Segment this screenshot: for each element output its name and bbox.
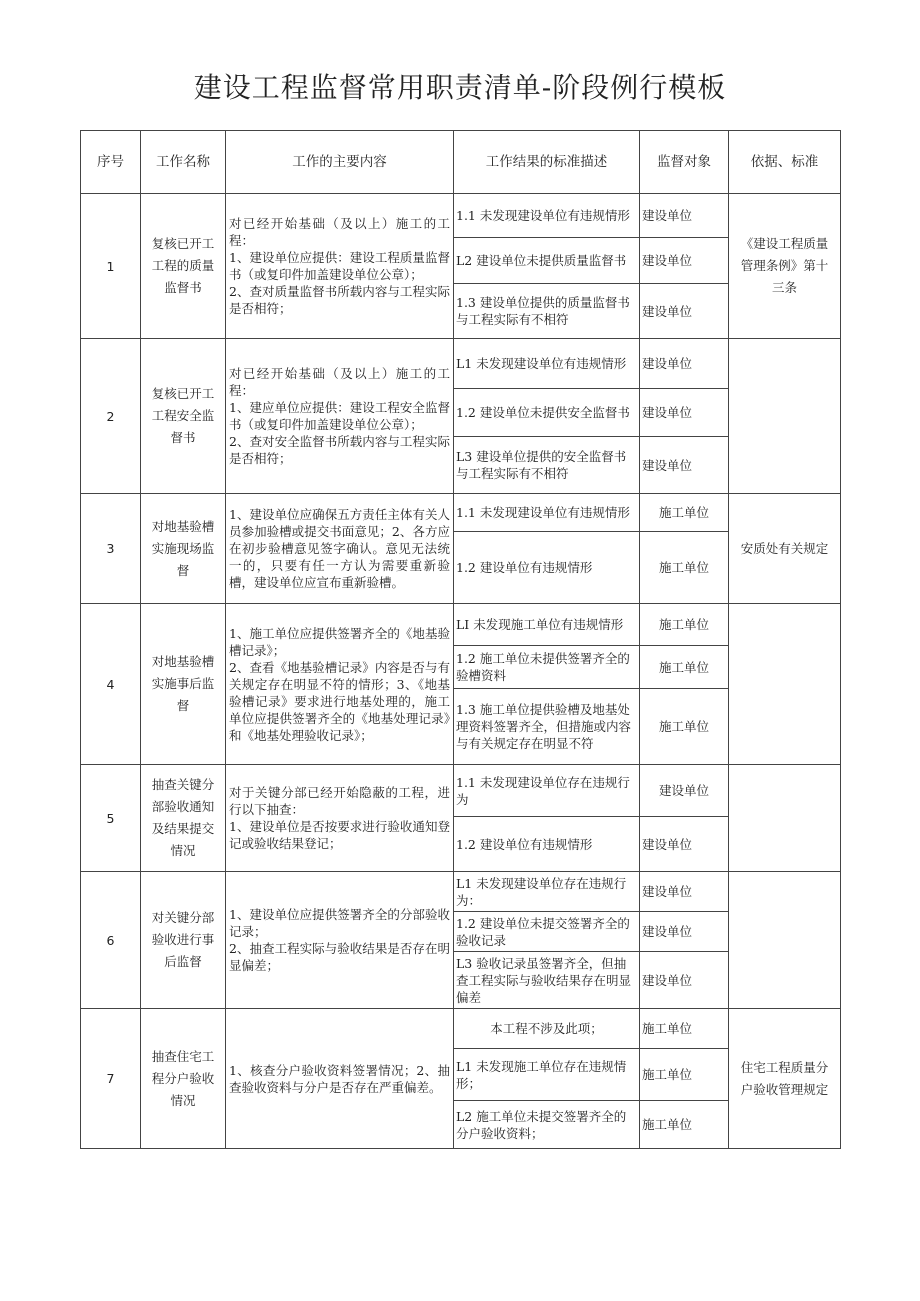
result-item: L3 建设单位提供的安全监督书与工程实际有不相符 [454, 437, 640, 494]
supervised-object: 建设单位 [640, 194, 729, 238]
row-basis [729, 872, 841, 1009]
supervised-object: 施工单位 [640, 689, 729, 765]
row-seq: 7 [81, 1009, 141, 1149]
header-supervised-object: 监督对象 [640, 131, 729, 194]
row-content: 1、建设单位应确保五方责任主体有关人员参加验槽或提交书面意见；2、各方应在初步验槽意见签字确认。意见无法统一的，只要有任一方认为需要重新验槽，建设单位应宣布重新验槽。 [226, 494, 454, 604]
row-basis [729, 339, 841, 494]
header-main-content: 工作的主要内容 [226, 131, 454, 194]
row-seq: 5 [81, 765, 141, 872]
result-item: 1.3 施工单位提供验槽及地基处理资料签署齐全，但措施或内容与有关规定存在明显不符 [454, 689, 640, 765]
supervised-object: 建设单位 [640, 238, 729, 284]
supervised-object: 施工单位 [640, 494, 729, 532]
result-item: L1 未发现施工单位存在违规情形； [454, 1049, 640, 1101]
row-content: 对已经开始基础（及以上）施工的工程： 1、建应单位应提供：建设工程安全监督书（或复印件加盖建设单位公章）； 2、查对安全监督书所载内容与工程实际是否相符； [226, 339, 454, 494]
supervised-object: 建设单位 [640, 765, 729, 817]
row-seq: 3 [81, 494, 141, 604]
row-work-name: 抽查住宅工程分户验收情况 [141, 1009, 226, 1149]
result-item: 1.2 建设单位未提交签署齐全的验收记录 [454, 912, 640, 952]
supervised-object: 施工单位 [640, 532, 729, 604]
row-content: 1、建设单位应提供签署齐全的分部验收记录； 2、抽查工程实际与验收结果是否存在明显偏差； [226, 872, 454, 1009]
result-item: 1.2 建设单位有违规情形 [454, 817, 640, 872]
row-seq: 4 [81, 604, 141, 765]
result-item: 1.2 建设单位有违规情形 [454, 532, 640, 604]
row-work-name: 对关键分部验收进行事后监督 [141, 872, 226, 1009]
document-title: 建设工程监督常用职责清单-阶段例行模板 [193, 71, 727, 104]
row-seq: 1 [81, 194, 141, 339]
result-item: LI 未发现施工单位有违规情形 [454, 604, 640, 646]
row-basis: 《建设工程质量管理条例》第十三条 [729, 194, 841, 339]
row-basis [729, 765, 841, 872]
header-result-description: 工作结果的标准描述 [454, 131, 640, 194]
result-item: 1.3 建设单位提供的质量监督书与工程实际有不相符 [454, 284, 640, 339]
supervised-object: 施工单位 [640, 1009, 729, 1049]
table-row [81, 604, 841, 646]
table-row [81, 765, 841, 817]
row-content: 1、施工单位应提供签署齐全的《地基验槽记录》； 2、查看《地基验槽记录》内容是否与有关规定存在明显不符的情形；3、《地基验槽记录》要求进行地基处理的，施工单位应提供签署齐全的《地基处理记录》和《地基处理验收记录》； [226, 604, 454, 765]
supervised-object: 建设单位 [640, 389, 729, 437]
result-item: 1.2 建设单位未提供安全监督书 [454, 389, 640, 437]
result-item: 1.1 未发现建设单位存在违规行为 [454, 765, 640, 817]
row-basis: 住宅工程质量分户验收管理规定 [729, 1009, 841, 1149]
row-content: 对已经开始基础（及以上）施工的工程： 1、建设单位应提供：建设工程质量监督书（或复印件加盖建设单位公章）； 2、查对质量监督书所载内容与工程实际是否相符； [226, 194, 454, 339]
table-row [81, 494, 841, 532]
supervised-object: 建设单位 [640, 872, 729, 912]
supervised-object: 建设单位 [640, 952, 729, 1009]
row-seq: 6 [81, 872, 141, 1009]
table-header-row [81, 131, 841, 194]
row-work-name: 复核已开工工程的质量监督书 [141, 194, 226, 339]
result-item: L2 建设单位未提供质量监督书 [454, 238, 640, 284]
row-content: 对于关键分部已经开始隐蔽的工程，进行以下抽查： 1、建设单位是否按要求进行验收通知登记或验收结果登记； [226, 765, 454, 872]
supervised-object: 建设单位 [640, 339, 729, 389]
header-basis-standard: 依据、标准 [729, 131, 841, 194]
duty-list-table [80, 130, 841, 1149]
supervised-object: 建设单位 [640, 817, 729, 872]
result-item: L1 未发现建设单位存在违规行为： [454, 872, 640, 912]
supervised-object: 施工单位 [640, 604, 729, 646]
result-item: 1.1 未发现建设单位有违规情形 [454, 494, 640, 532]
result-item: 本工程不涉及此项； [454, 1009, 640, 1049]
row-basis [729, 604, 841, 765]
supervised-object: 建设单位 [640, 912, 729, 952]
result-item: L3 验收记录虽签署齐全，但抽查工程实际与验收结果存在明显偏差 [454, 952, 640, 1009]
table-row [81, 872, 841, 912]
table-row [81, 1009, 841, 1049]
row-seq: 2 [81, 339, 141, 494]
row-basis: 安质处有关规定 [729, 494, 841, 604]
row-work-name: 抽查关键分部验收通知及结果提交情况 [141, 765, 226, 872]
result-item: 1.1 未发现建设单位有违规情形 [454, 194, 640, 238]
result-item: 1.2 施工单位未提供签署齐全的验槽资料 [454, 646, 640, 689]
header-seq: 序号 [81, 131, 141, 194]
table-row [81, 194, 841, 238]
table-row [81, 339, 841, 389]
row-content: 1、核查分户验收资料签署情况；2、抽查验收资料与分户是否存在严重偏差。 [226, 1009, 454, 1149]
result-item: L2 施工单位未提交签署齐全的分户验收资料； [454, 1101, 640, 1149]
header-work-name: 工作名称 [141, 131, 226, 194]
supervised-object: 建设单位 [640, 284, 729, 339]
result-item: L1 未发现建设单位有违规情形 [454, 339, 640, 389]
supervised-object: 建设单位 [640, 437, 729, 494]
row-work-name: 对地基验槽实施现场监督 [141, 494, 226, 604]
supervised-object: 施工单位 [640, 1049, 729, 1101]
supervised-object: 施工单位 [640, 646, 729, 689]
row-work-name: 对地基验槽实施事后监督 [141, 604, 226, 765]
supervised-object: 施工单位 [640, 1101, 729, 1149]
row-work-name: 复核已开工工程安全监督书 [141, 339, 226, 494]
